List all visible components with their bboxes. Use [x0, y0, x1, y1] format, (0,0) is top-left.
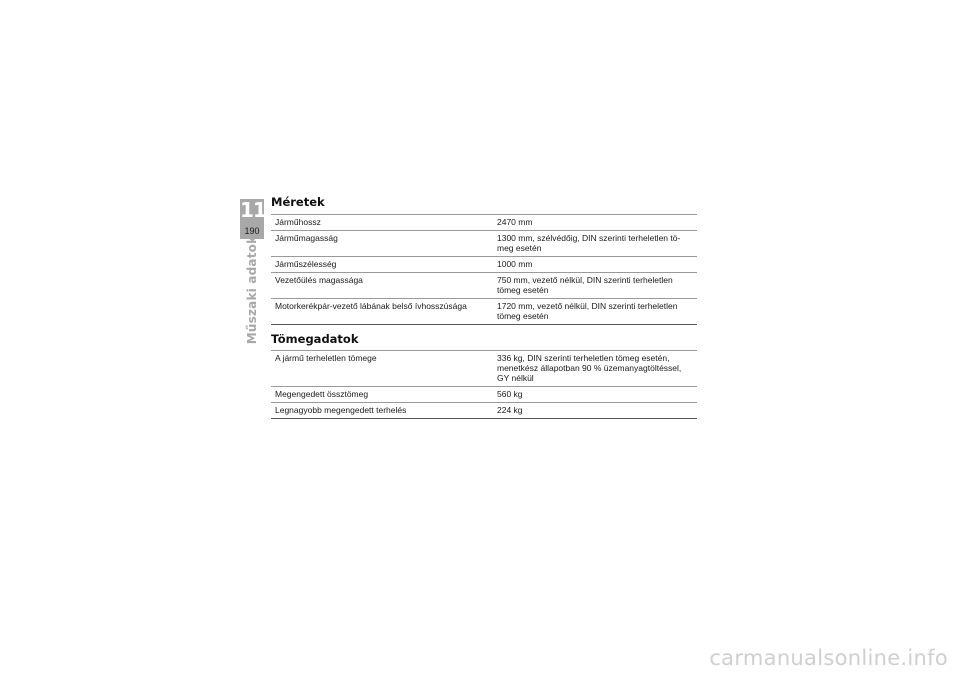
- table-row: [271, 403, 697, 419]
- table-row: [271, 215, 697, 231]
- row-label: Legnagyobb megengedett terhelés: [271, 403, 489, 419]
- row-label: Megengedett össztömeg: [271, 387, 489, 403]
- table-row: [271, 273, 697, 299]
- row-value: 1300 mm, szélvédőig, DIN szerinti terheletlen tö- meg esetén: [489, 231, 697, 257]
- row-label: A jármű terheletlen tömege: [271, 351, 489, 387]
- row-label: Járműmagasság: [271, 231, 489, 257]
- row-label: Járműszélesség: [271, 257, 489, 273]
- chapter-title: Műszaki adatok: [245, 235, 259, 345]
- table-row: [271, 231, 697, 257]
- row-value: 2470 mm: [489, 215, 697, 231]
- table-row: [271, 351, 697, 387]
- page-number: 190: [244, 226, 260, 236]
- row-value: 336 kg, DIN szerinti terheletlen tömeg esetén, menetkész állapotban 90 % üzemanyagtöltéssel, GY nélkül: [489, 351, 697, 387]
- chapter-tab: [240, 199, 264, 239]
- row-label: Motorkerékpár-vezető lábának belső ívhosszúsága: [271, 299, 489, 325]
- row-value: 1720 mm, vezető nélkül, DIN szerinti terheletlen tömeg esetén: [489, 299, 697, 325]
- row-value: 224 kg: [489, 403, 697, 419]
- row-label: Járműhossz: [271, 215, 489, 231]
- row-value: 1000 mm: [489, 257, 697, 273]
- table-row: [271, 257, 697, 273]
- table-row: [271, 299, 697, 325]
- dimensions-table: [271, 214, 697, 325]
- weights-table: [271, 350, 697, 419]
- section-heading-dimensions: Méretek: [271, 195, 325, 209]
- table-row: [271, 387, 697, 403]
- row-value: 750 mm, vezető nélkül, DIN szerinti terheletlen tömeg esetén: [489, 273, 697, 299]
- row-value: 560 kg: [489, 387, 697, 403]
- chapter-number: 11: [240, 198, 266, 222]
- section-heading-weights: Tömegadatok: [271, 332, 359, 346]
- watermark: carmanualsonline.info: [709, 646, 948, 670]
- row-label: Vezetőülés magassága: [271, 273, 489, 299]
